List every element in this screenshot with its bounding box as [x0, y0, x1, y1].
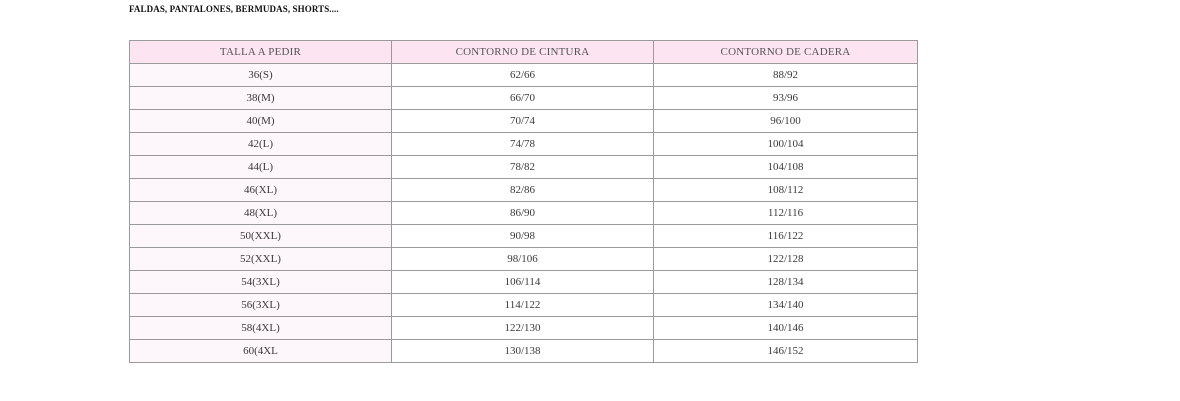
hip-cell: 88/92	[654, 64, 918, 87]
size-cell: 52(XXL)	[130, 248, 392, 271]
size-cell: 54(3XL)	[130, 271, 392, 294]
waist-cell: 74/78	[392, 133, 654, 156]
waist-cell: 106/114	[392, 271, 654, 294]
hip-cell: 134/140	[654, 294, 918, 317]
size-cell: 44(L)	[130, 156, 392, 179]
table-row	[130, 294, 918, 317]
size-table	[129, 40, 918, 363]
table-row	[130, 133, 918, 156]
table-row	[130, 202, 918, 225]
hip-cell: 122/128	[654, 248, 918, 271]
hip-cell: 128/134	[654, 271, 918, 294]
hip-cell: 93/96	[654, 87, 918, 110]
table-row	[130, 179, 918, 202]
table-row	[130, 64, 918, 87]
table-row	[130, 156, 918, 179]
size-cell: 42(L)	[130, 133, 392, 156]
table-row	[130, 271, 918, 294]
size-cell: 56(3XL)	[130, 294, 392, 317]
hip-cell: 108/112	[654, 179, 918, 202]
size-cell: 36(S)	[130, 64, 392, 87]
size-cell: 38(M)	[130, 87, 392, 110]
waist-cell: 98/106	[392, 248, 654, 271]
size-cell: 40(M)	[130, 110, 392, 133]
waist-cell: 86/90	[392, 202, 654, 225]
hip-cell: 96/100	[654, 110, 918, 133]
hip-cell: 100/104	[654, 133, 918, 156]
waist-cell: 66/70	[392, 87, 654, 110]
table-row	[130, 87, 918, 110]
waist-cell: 82/86	[392, 179, 654, 202]
waist-cell: 130/138	[392, 340, 654, 363]
waist-cell: 62/66	[392, 64, 654, 87]
waist-cell: 122/130	[392, 317, 654, 340]
table-row	[130, 340, 918, 363]
hip-cell: 112/116	[654, 202, 918, 225]
table-row	[130, 317, 918, 340]
hip-cell: 116/122	[654, 225, 918, 248]
waist-cell: 78/82	[392, 156, 654, 179]
hip-cell: 146/152	[654, 340, 918, 363]
header-cadera: CONTORNO DE CADERA	[654, 41, 918, 64]
table-row	[130, 110, 918, 133]
waist-cell: 90/98	[392, 225, 654, 248]
size-cell: 46(XL)	[130, 179, 392, 202]
table-row	[130, 225, 918, 248]
hip-cell: 104/108	[654, 156, 918, 179]
hip-cell: 140/146	[654, 317, 918, 340]
waist-cell: 70/74	[392, 110, 654, 133]
waist-cell: 114/122	[392, 294, 654, 317]
size-cell: 48(XL)	[130, 202, 392, 225]
size-cell: 60(4XL	[130, 340, 392, 363]
header-cintura: CONTORNO DE CINTURA	[392, 41, 654, 64]
size-cell: 58(4XL)	[130, 317, 392, 340]
table-header-row	[130, 41, 918, 64]
table-row	[130, 248, 918, 271]
header-talla: TALLA A PEDIR	[130, 41, 392, 64]
size-cell: 50(XXL)	[130, 225, 392, 248]
page-heading: FALDAS, PANTALONES, BERMUDAS, SHORTS....	[129, 4, 339, 14]
